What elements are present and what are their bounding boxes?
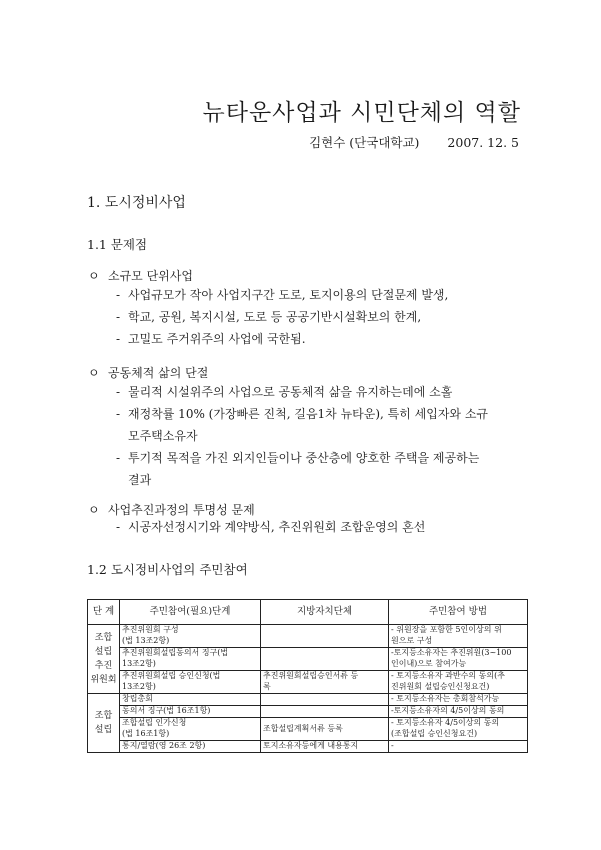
table-row — [88, 718, 528, 741]
table-row — [88, 671, 528, 694]
table-row — [88, 694, 528, 706]
bullet-mark: ㅇ — [88, 269, 100, 283]
method-cell: -토지등소유자는 추진위원(3~100 인이내)으로 참여가능 — [389, 648, 528, 671]
list-item: - 사업규모가 작아 사업지구간 도로, 토지이용의 단절문제 발생, — [116, 288, 449, 302]
method-cell: - 토지등소유자 과반수의 동의(추 진위원회 설립승인신청요건) — [389, 671, 528, 694]
gov-cell: 추진위원회설립승인서류 등 록 — [261, 671, 389, 694]
bullet-list — [116, 381, 521, 491]
subsection-heading: 1.2 도시정비사업의 주민참여 — [87, 562, 248, 577]
bullet-heading — [88, 364, 208, 381]
gov-cell: 조합설립계획서류 등록 — [261, 718, 389, 741]
bullet-heading — [88, 267, 193, 284]
bullet-title: 소규모 단위사업 — [108, 269, 193, 283]
bullet-title: 공동체적 삶의 단절 — [108, 366, 209, 380]
step-cell: 추진위원회설립동의서 징구(법 13조2항) — [120, 648, 261, 671]
gov-cell — [261, 694, 389, 706]
document-date: 2007. 12. 5 — [447, 135, 519, 150]
gov-cell — [261, 706, 389, 718]
author-name: 김현수 (단국대학교) — [309, 135, 420, 150]
method-cell: - 토지등소유자 4/5이상의 동의 (조합설립 승인신청요건) — [389, 718, 528, 741]
table-row — [88, 741, 528, 753]
column-header: 단 계 — [88, 600, 120, 625]
method-cell: -토지등소유자의 4/5이상의 동의 — [389, 706, 528, 718]
document-title: 뉴타운사업과 시민단체의 역할 — [202, 100, 521, 126]
stage-cell: 조합 설립 — [88, 694, 120, 753]
list-item: - 학교, 공원, 복지시설, 도로 등 공공기반시설확보의 한계, — [116, 310, 422, 324]
table-row — [88, 648, 528, 671]
bullet-mark: ㅇ — [88, 503, 100, 517]
list-item: - 투기적 목적을 가진 외지인들이나 중산층에 양호한 주택을 제공하는 결과 — [116, 451, 480, 487]
list-item: - 재정착률 10% (가장빠른 진척, 길음1차 뉴타운), 특히 세입자와 소규 모주택소유자 — [116, 407, 489, 443]
list-item: - 고밀도 주거위주의 사업에 국한됨. — [116, 332, 306, 346]
table-row — [88, 625, 528, 648]
step-cell: 조합설립 인가신청 (법 16조1항) — [120, 718, 261, 741]
column-header: 지방자치단체 — [261, 600, 389, 625]
method-cell: - — [389, 741, 528, 753]
gov-cell — [261, 625, 389, 648]
bullet-list — [116, 284, 521, 350]
column-header: 주민참여 방법 — [389, 600, 528, 625]
method-cell: - 토지등소유자는 총회참석가능 — [389, 694, 528, 706]
bullet-mark: ㅇ — [88, 366, 100, 380]
table-header-row — [88, 600, 528, 625]
bullet-list — [116, 516, 521, 538]
author-line — [309, 133, 519, 151]
step-cell: 추진위원회 구성 (법 13조2항) — [120, 625, 261, 648]
subsection-heading: 1.1 문제점 — [87, 237, 148, 252]
step-cell: 통지/열람(영 26조 2항) — [120, 741, 261, 753]
step-cell: 창립총회 — [120, 694, 261, 706]
gov-cell — [261, 648, 389, 671]
gov-cell: 토지소유자등에게 내용통지 — [261, 741, 389, 753]
step-cell: 동의서 징구(법 16조1항) — [120, 706, 261, 718]
section-heading: 1. 도시정비사업 — [87, 195, 186, 211]
stage-cell: 조합 설립 추진 위원회 — [88, 625, 120, 694]
list-item: - 시공자선정시기와 계약방식, 추진위원회 조합운영의 혼선 — [116, 520, 426, 534]
participation-table — [87, 599, 528, 753]
list-item: - 물리적 시설위주의 사업으로 공동체적 삶을 유지하는데에 소홀 — [116, 385, 453, 399]
table-row — [88, 706, 528, 718]
step-cell: 추진위원회설립 승인신청(법 13조2항) — [120, 671, 261, 694]
method-cell: - 위원장을 포함한 5인이상의 위 원으로 구성 — [389, 625, 528, 648]
column-header: 주민참여(필요)단계 — [120, 600, 261, 625]
bullet-title: 사업추진과정의 투명성 문제 — [108, 503, 255, 517]
